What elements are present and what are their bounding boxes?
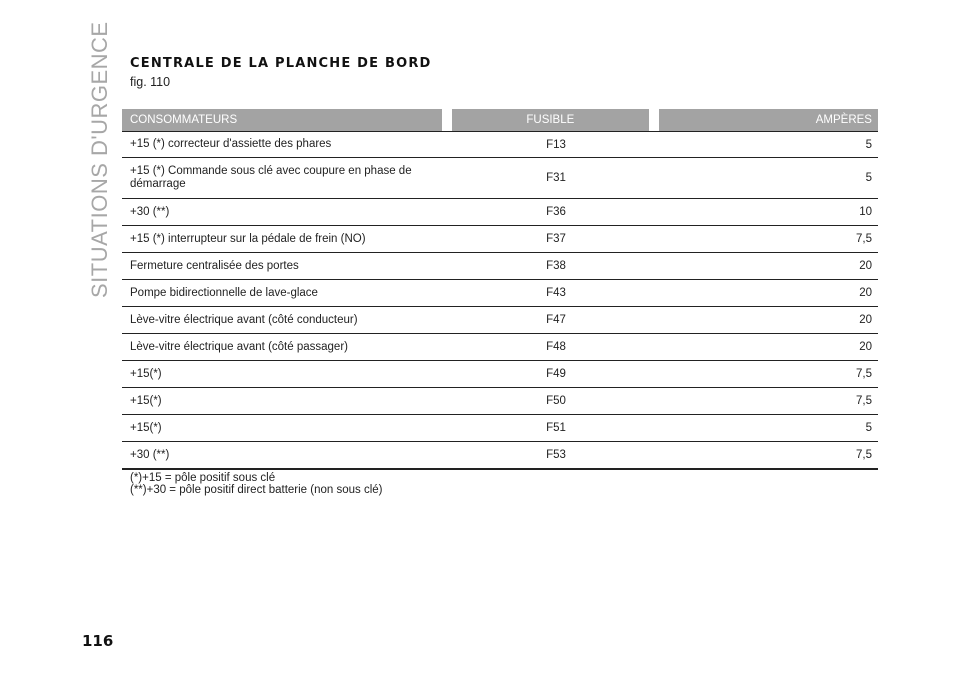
column-header-amperes: AMPÈRES [659,109,878,131]
fuse-cell: F43 [546,287,566,299]
amperes-cell: 20 [859,314,872,326]
table-row [122,307,878,334]
note-line: (**)+30 = pôle positif direct batterie (non sous clé) [130,484,383,496]
header-gap [649,109,659,131]
table-row [122,442,878,469]
table-notes [122,470,878,496]
fuse-cell: F53 [546,449,566,461]
amperes-cell: 20 [859,341,872,353]
amperes-cell: 5 [865,172,872,184]
fuse-cell: F31 [546,172,566,184]
amperes-cell: 5 [865,138,872,151]
fuse-cell: F50 [546,395,566,407]
table-row [122,415,878,442]
consumer-cell: Lève-vitre électrique avant (côté conducteur) [130,313,358,326]
table-row [122,280,878,307]
table-row [122,388,878,415]
amperes-cell: 7,5 [856,368,872,380]
table-row [122,253,878,280]
consumer-cell: +15(*) [130,421,162,434]
amperes-cell: 20 [859,260,872,272]
consumer-cell: +15(*) [130,394,162,407]
fuse-cell: F37 [546,233,566,245]
page-number: 116 [82,632,114,650]
consumer-cell: +15 (*) Commande sous clé avec coupure en phase de démarrage [130,165,412,190]
table-row [122,131,878,158]
table-row [122,226,878,253]
consumer-cell: Fermeture centralisée des portes [130,259,299,272]
consumer-cell: Pompe bidirectionnelle de lave-glace [130,286,318,299]
table-row [122,334,878,361]
amperes-cell: 5 [865,422,872,434]
fuse-cell: F13 [546,138,566,151]
fuse-cell: F51 [546,422,566,434]
amperes-cell: 7,5 [856,449,872,461]
consumer-cell: +15 (*) correcteur d'assiette des phares [130,138,332,150]
fuse-cell: F49 [546,368,566,380]
table-body [122,131,878,470]
fuse-cell: F48 [546,341,566,353]
consumer-cell: +15(*) [130,367,162,380]
consumer-cell: Lève-vitre électrique avant (côté passager) [130,340,348,353]
fuse-cell: F47 [546,314,566,326]
chapter-title: SITUATIONS D'URGENCE [87,21,112,298]
amperes-cell: 20 [859,287,872,299]
column-header-fuse: FUSIBLE [452,109,649,131]
table-header [122,109,878,131]
consumer-cell: +30 (**) [130,205,170,218]
page-title: CENTRALE DE LA PLANCHE DE BORD [130,56,432,71]
note-line: (*)+15 = pôle positif sous clé [130,472,276,484]
table-row [122,199,878,226]
fuse-table [122,109,878,496]
consumer-cell: +15 (*) interrupteur sur la pédale de frein (NO) [130,232,366,245]
amperes-cell: 7,5 [856,233,872,245]
column-header-consumers: CONSOMMATEURS [122,109,442,131]
table-row [122,158,878,199]
table-row [122,361,878,388]
amperes-cell: 7,5 [856,395,872,407]
consumer-cell: +30 (**) [130,448,170,461]
header-gap [442,109,452,131]
fuse-cell: F36 [546,206,566,218]
fuse-cell: F38 [546,260,566,272]
figure-reference: fig. 110 [130,75,171,89]
amperes-cell: 10 [859,206,872,218]
